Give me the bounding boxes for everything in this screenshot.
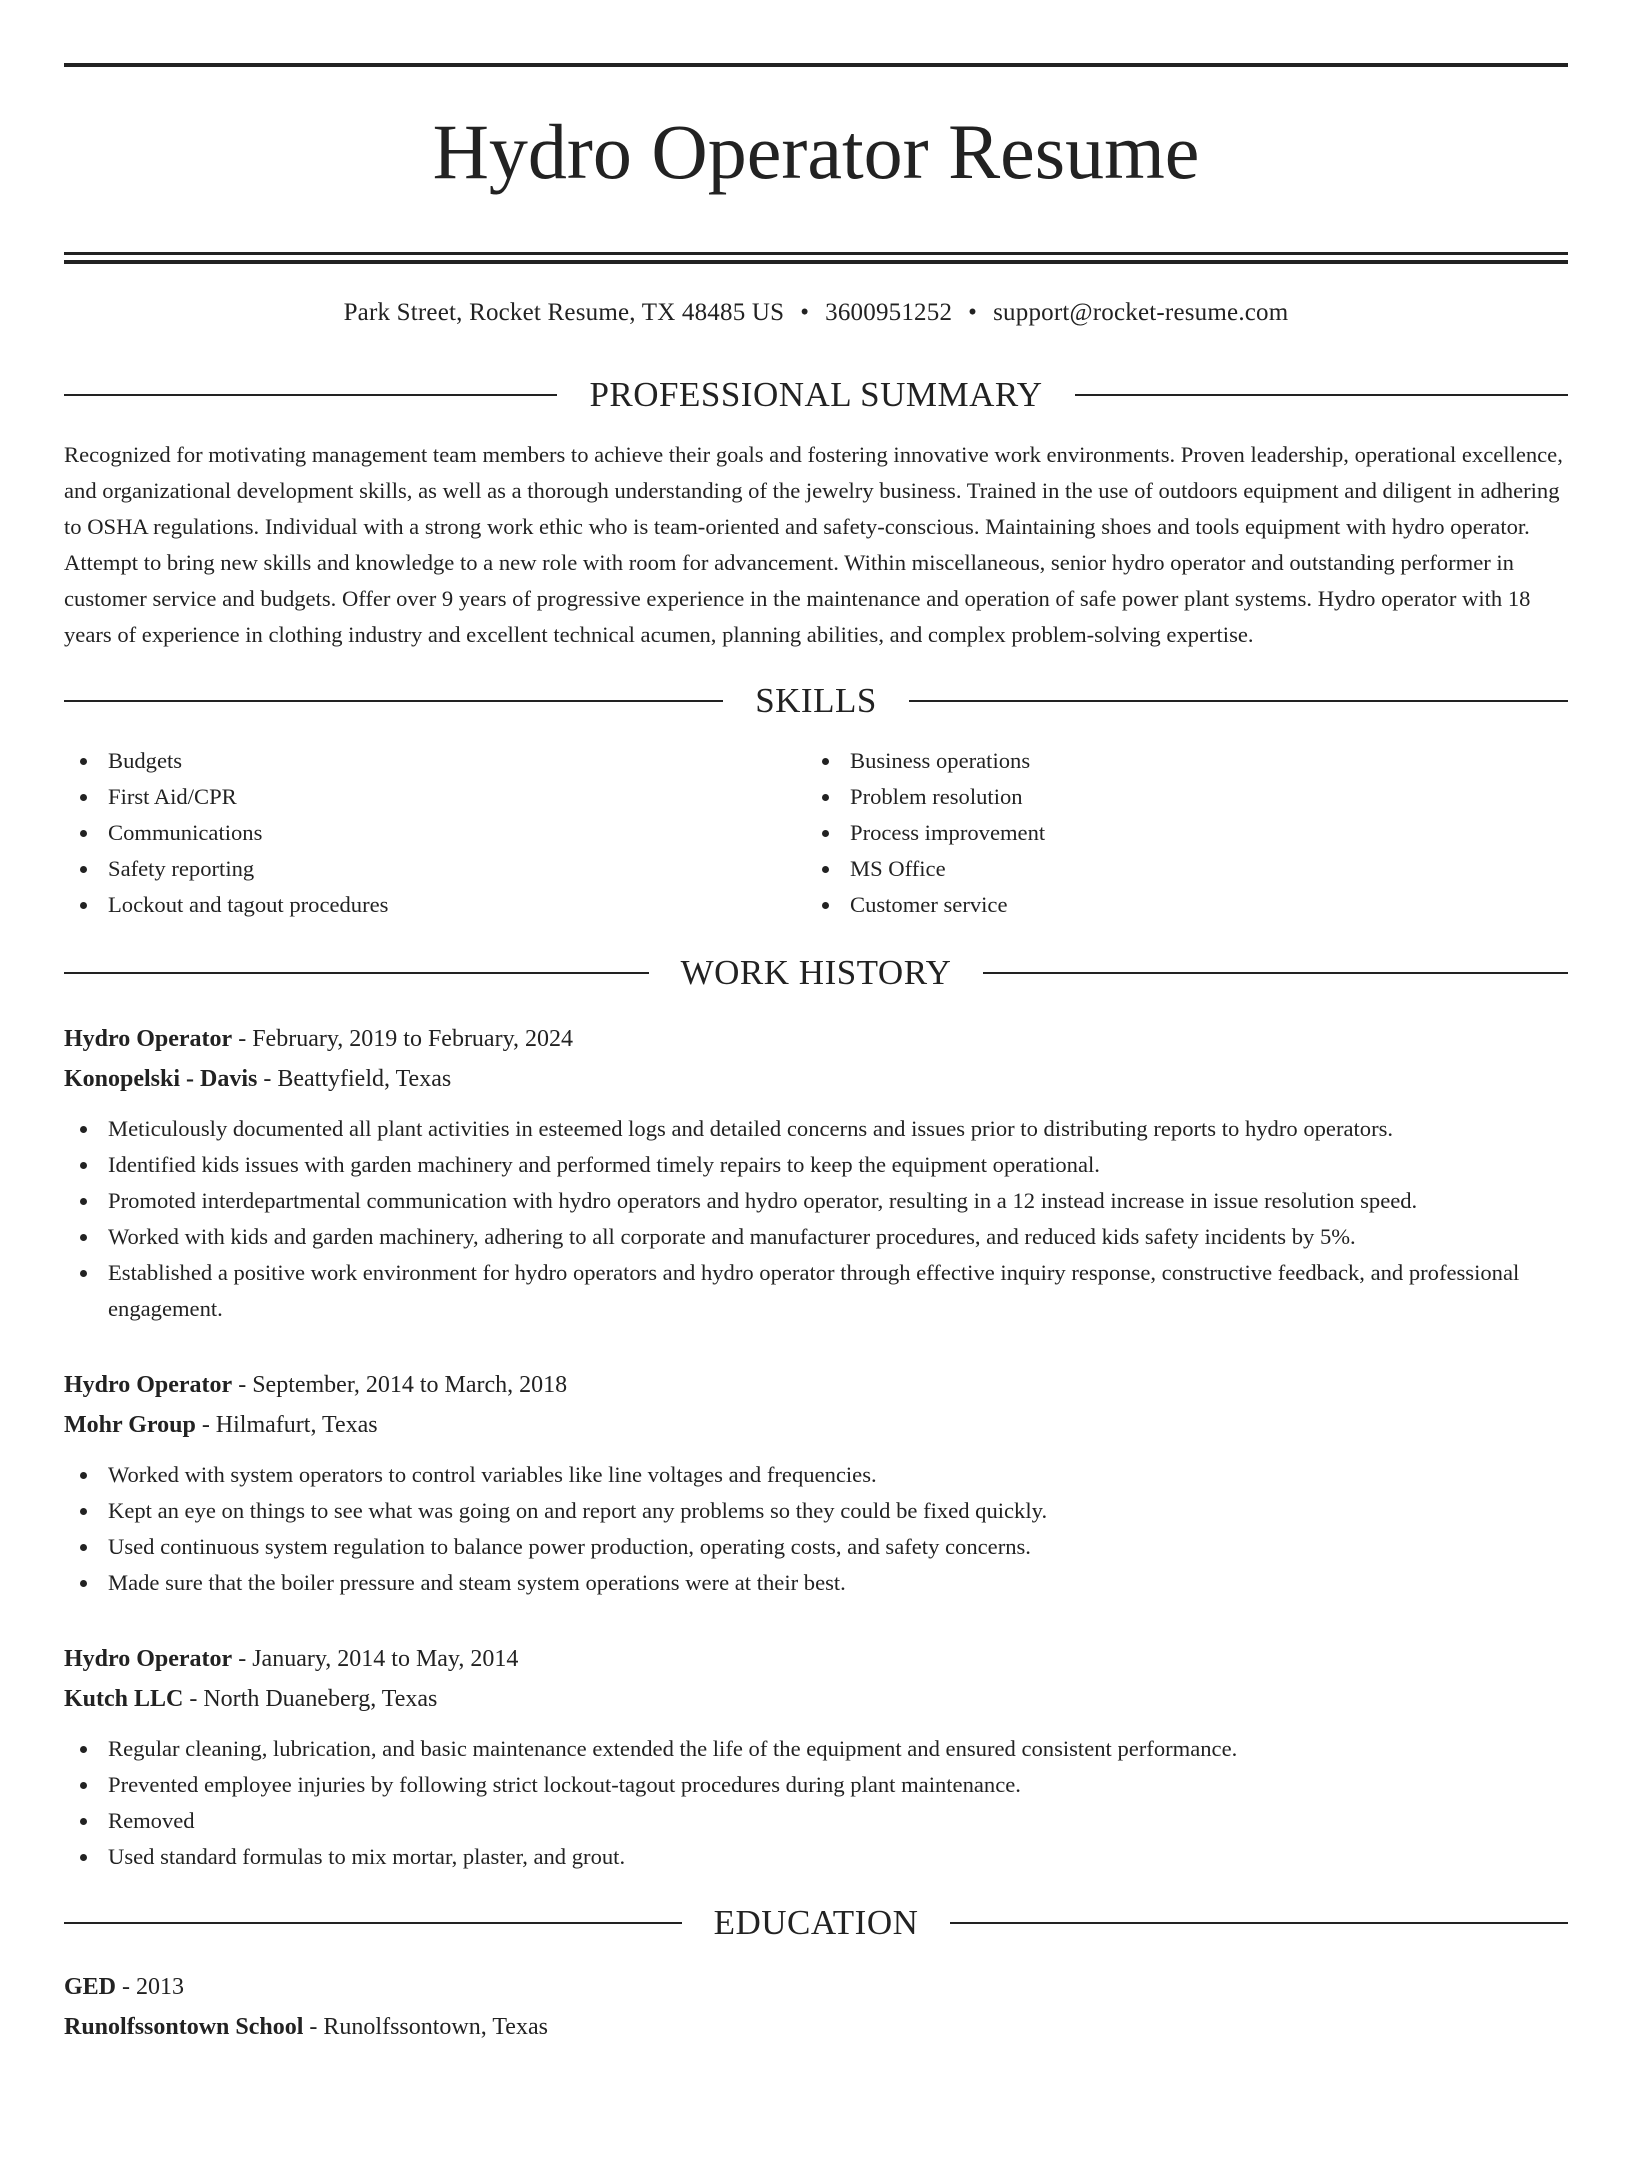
- job-entry: [64, 1639, 1568, 1875]
- job-location: - Hilmafurt, Texas: [195, 1412, 378, 1439]
- contact-address: Park Street, Rocket Resume, TX 48485 US: [343, 299, 785, 327]
- education-entry: [64, 1967, 1568, 2047]
- job-company-line: [64, 1059, 1568, 1099]
- heading-rule: [64, 972, 649, 974]
- skill-item: Lockout and tagout procedures: [64, 887, 806, 923]
- skills-heading: [64, 681, 1568, 721]
- skill-item: Business operations: [806, 743, 1548, 779]
- job-entry: [64, 1365, 1568, 1601]
- skill-item: Safety reporting: [64, 851, 806, 887]
- job-bullet: Prevented employee injuries by following strict lockout-tagout procedures during plant maintenance.: [64, 1767, 1568, 1803]
- job-bullet: Meticulously documented all plant activities in esteemed logs and detailed concerns and issues prior to distributing reports to hydro operators.: [64, 1111, 1568, 1147]
- job-company: Mohr Group: [64, 1412, 196, 1439]
- skills-heading-label: SKILLS: [755, 681, 877, 721]
- skill-item: Problem resolution: [806, 779, 1548, 815]
- page-title: Hydro Operator Resume: [432, 108, 1200, 195]
- skill-item: MS Office: [806, 851, 1548, 887]
- skills-column-right: [806, 743, 1548, 923]
- heading-rule: [950, 1922, 1568, 1924]
- job-bullet: Used standard formulas to mix mortar, plaster, and grout.: [64, 1839, 1568, 1875]
- heading-rule: [64, 700, 723, 702]
- heading-rule: [64, 1922, 682, 1924]
- job-bullet: Worked with system operators to control variables like line voltages and frequencies.: [64, 1457, 1568, 1493]
- job-title: Hydro Operator: [64, 1026, 233, 1053]
- summary-heading: [64, 375, 1568, 415]
- job-title: Hydro Operator: [64, 1646, 233, 1673]
- education-school: Runolfssontown School: [64, 2014, 304, 2041]
- job-bullet: Made sure that the boiler pressure and steam system operations were at their best.: [64, 1565, 1568, 1601]
- job-title-line: [64, 1639, 1568, 1679]
- skill-item: First Aid/CPR: [64, 779, 806, 815]
- job-title: Hydro Operator: [64, 1372, 233, 1399]
- contact-email: support@rocket-resume.com: [993, 299, 1289, 327]
- job-bullet: Established a positive work environment for hydro operators and hydro operator through effective inquiry response, constructive feedback, and professional engagement.: [64, 1255, 1568, 1327]
- job-bullet: Used continuous system regulation to balance power production, operating costs, and safety concerns.: [64, 1529, 1568, 1565]
- skills-list: [64, 743, 1568, 923]
- job-bullet: Identified kids issues with garden machinery and performed timely repairs to keep the equipment operational.: [64, 1147, 1568, 1183]
- skills-column-left: [64, 743, 806, 923]
- job-bullets: [64, 1111, 1568, 1327]
- resume-page: [0, 63, 1632, 2175]
- job-location: - North Duaneberg, Texas: [183, 1686, 438, 1713]
- summary-text: Recognized for motivating management team members to achieve their goals and fostering innovative work environments. Proven leadership, operational excellence, and organizational development skills, as well as a thorough understanding of the jewelry business. Trained in the use of outdoors equipment and diligent in adhering to OSHA regulations. Individual with a strong work ethic who is team-oriented and safety-conscious. Maintaining shoes and tools equipment with hydro operator. Attempt to bring new skills and knowledge to a new role with room for advancement. Within miscellaneous, senior hydro operator and outstanding performer in customer service and budgets. Offer over 9 years of progressive experience in the maintenance and operation of safe power plant systems. Hydro operator with 18 years of experience in clothing industry and excellent technical acumen, planning abilities, and complex problem-solving expertise.: [64, 442, 1563, 648]
- job-bullet: Worked with kids and garden machinery, adhering to all corporate and manufacturer procedures, and reduced kids safety incidents by 5%.: [64, 1219, 1568, 1255]
- work-heading: [64, 953, 1568, 993]
- heading-rule: [909, 700, 1568, 702]
- job-entry: [64, 1019, 1568, 1327]
- heading-rule: [1075, 394, 1568, 396]
- skill-item: Budgets: [64, 743, 806, 779]
- skill-item: Communications: [64, 815, 806, 851]
- job-dates: - September, 2014 to March, 2018: [232, 1372, 568, 1399]
- job-title-line: [64, 1019, 1568, 1059]
- heading-rule: [64, 394, 557, 396]
- job-company-line: [64, 1679, 1568, 1719]
- job-title-line: [64, 1365, 1568, 1405]
- job-dates: - January, 2014 to May, 2014: [232, 1646, 519, 1673]
- job-company-line: [64, 1405, 1568, 1445]
- job-bullet: Removed: [64, 1803, 1568, 1839]
- job-bullets: [64, 1457, 1568, 1601]
- education-school-line: [64, 2007, 1568, 2047]
- education-location: - Runolfssontown, Texas: [303, 2014, 548, 2041]
- job-bullet: Kept an eye on things to see what was going on and report any problems so they could be fixed quickly.: [64, 1493, 1568, 1529]
- job-bullets: [64, 1731, 1568, 1875]
- job-location: - Beattyfield, Texas: [257, 1066, 452, 1093]
- job-bullet: Regular cleaning, lubrication, and basic maintenance extended the life of the equipment and ensured consistent performance.: [64, 1731, 1568, 1767]
- heading-rule: [983, 972, 1568, 974]
- skill-item: Process improvement: [806, 815, 1548, 851]
- education-degree-line: [64, 1967, 1568, 2007]
- job-dates: - February, 2019 to February, 2024: [232, 1026, 574, 1053]
- job-company: Kutch LLC: [64, 1686, 184, 1713]
- title-double-rule: [64, 252, 1568, 264]
- job-bullet: Promoted interdepartmental communication with hydro operators and hydro operator, resulting in a 12 instead increase in issue resolution speed.: [64, 1183, 1568, 1219]
- job-company: Konopelski - Davis: [64, 1066, 258, 1093]
- summary-heading-label: PROFESSIONAL SUMMARY: [589, 375, 1043, 415]
- contact-separator: •: [800, 299, 810, 327]
- contact-separator: •: [968, 299, 978, 327]
- education-degree: GED: [64, 1974, 117, 2001]
- education-heading-label: EDUCATION: [713, 1903, 919, 1943]
- top-rule: [64, 63, 1568, 67]
- work-heading-label: WORK HISTORY: [680, 953, 952, 993]
- skill-item: Customer service: [806, 887, 1548, 923]
- contact-phone: 3600951252: [825, 299, 953, 327]
- education-year: - 2013: [116, 1974, 185, 2001]
- education-heading: [64, 1903, 1568, 1943]
- contact-line: [64, 297, 1568, 329]
